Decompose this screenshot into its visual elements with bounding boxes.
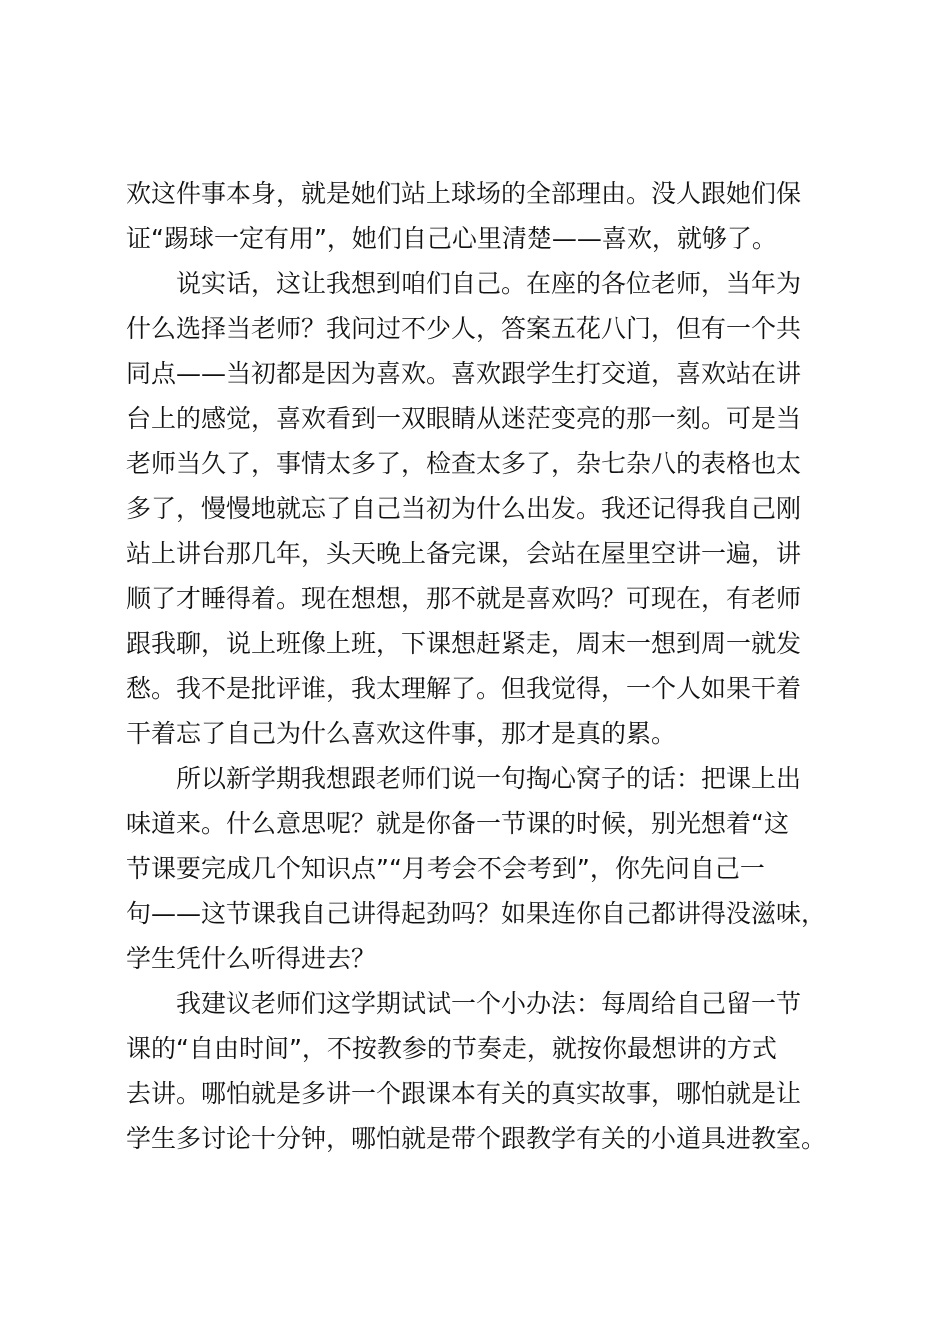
- text-line: 味道来。什么意思呢？就是你备一节课的时候，别光想着“这: [126, 809, 789, 838]
- text-line: 句——这节课我自己讲得起劲吗？如果连你自己都讲得没滋味，: [126, 899, 827, 928]
- text-line: 节课要完成几个知识点”“月考会不会考到”，你先问自己一: [126, 854, 765, 883]
- text-line: 台上的感觉，喜欢看到一双眼睛从迷茫变亮的那一刻。可是当: [126, 404, 802, 433]
- text-line: 愁。我不是批评谁，我太理解了。但我觉得，一个人如果干着: [126, 674, 802, 703]
- text-line: 课的“自由时间”，不按教参的节奏走，就按你最想讲的方式: [126, 1034, 777, 1063]
- text-line: 我建议老师们这学期试试一个小办法：每周给自己留一节: [176, 989, 802, 1018]
- text-line: 证“踢球一定有用”，她们自己心里清楚——喜欢，就够了。: [126, 224, 777, 253]
- text-line: 所以新学期我想跟老师们说一句掏心窝子的话：把课上出: [176, 764, 802, 793]
- paragraph: [126, 261, 856, 756]
- text-line: 学生多讨论十分钟，哪怕就是带个跟教学有关的小道具进教室。: [126, 1124, 827, 1153]
- text-line: 干着忘了自己为什么喜欢这件事，那才是真的累。: [126, 719, 677, 748]
- paragraph: [126, 981, 856, 1161]
- text-line: 同点——当初都是因为喜欢。喜欢跟学生打交道，喜欢站在讲: [126, 359, 802, 388]
- paragraph: [126, 171, 856, 261]
- text-line: 欢这件事本身，就是她们站上球场的全部理由。没人跟她们保: [126, 179, 802, 208]
- text-line: 跟我聊，说上班像上班，下课想赶紧走，周末一想到周一就发: [126, 629, 802, 658]
- text-line: 说实话，这让我想到咱们自己。在座的各位老师，当年为: [176, 269, 802, 298]
- text-line: 什么选择当老师？我问过不少人，答案五花八门，但有一个共: [126, 314, 802, 343]
- text-line: 多了，慢慢地就忘了自己当初为什么出发。我还记得我自己刚: [126, 494, 802, 523]
- document-body: [126, 171, 856, 1161]
- text-line: 学生凭什么听得进去？: [126, 944, 377, 973]
- text-line: 顺了才睡得着。现在想想，那不就是喜欢吗？可现在，有老师: [126, 584, 802, 613]
- paragraph: [126, 756, 856, 981]
- text-line: 老师当久了，事情太多了，检查太多了，杂七杂八的表格也太: [126, 449, 802, 478]
- text-line: 站上讲台那几年，头天晚上备完课，会站在屋里空讲一遍，讲: [126, 539, 802, 568]
- text-line: 去讲。哪怕就是多讲一个跟课本有关的真实故事，哪怕就是让: [126, 1079, 802, 1108]
